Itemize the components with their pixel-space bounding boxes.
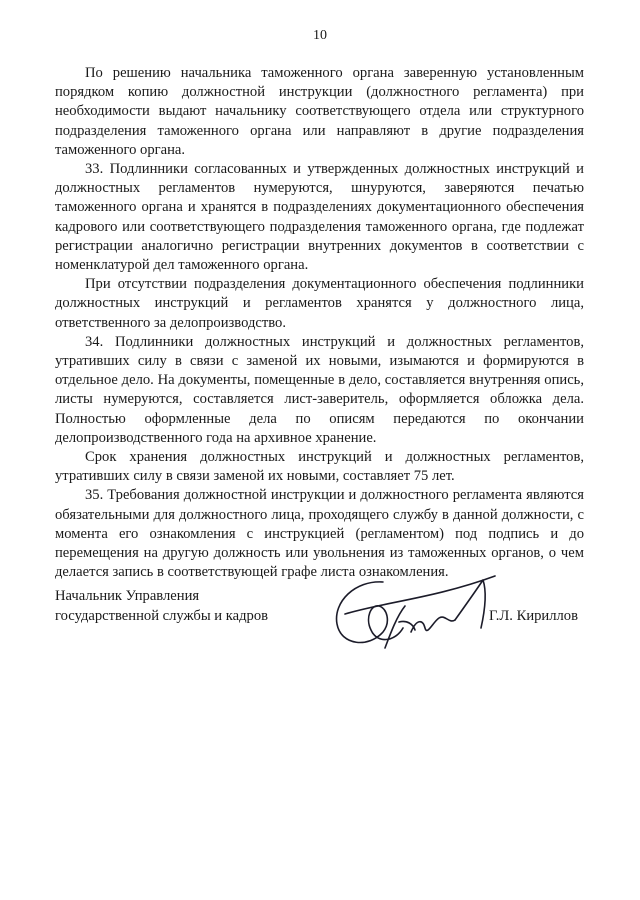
handwritten-signature-image [325, 562, 515, 662]
page-number: 10 [313, 28, 327, 43]
signature-loop-stroke [337, 582, 403, 643]
paragraph-35-requirements: 35. Требования должностной инструкции и должностного регламента являются обязательными для должностного лица, проходящего службу в данной должности, с момента его ознакомления с инструкцией (регламентом) под подпись и до перемещения на другую должность или увольнения из таможенных органов, о чем делается запись в соответствующей графе листа ознакомления. [55, 487, 584, 581]
paragraph-34-expired-originals: 34. Подлинники должностных инструкций и должностных регламентов, утративших силу в связи с заменой их новыми, изымаются и формируются в отдельное дело. На документы, помещенные в дело, составляется внутренняя опись, листы нумеруются, составляется лист-заверитель, оформляется обложка дела. Полностью оформленные дела по описям передаются по окончании делопроизводственного года на архивное хранение. [55, 333, 584, 446]
signer-title-line1: Начальник Управления [55, 588, 200, 604]
signature-initial-stroke [385, 606, 415, 648]
paragraph-absence-of-division: При отсутствии подразделения документационного обеспечения подлинники должностных инструкций и регламентов хранятся у должностного лица, ответственного за делопроизводство. [55, 276, 584, 331]
signature-name-stroke [411, 617, 455, 632]
signer-title-line2: государственной службы и кадров [55, 608, 269, 624]
paragraph-retention-period: Срок хранения должностных инструкций и должностных регламентов, утративших силу в связи заменой их новыми, составляет 75 лет. [55, 449, 584, 485]
paragraph-copy-issuance: По решению начальника таможенного органа заверенную установленным порядком копию должностной инструкции (должностного регламента) при необходимости выдают начальнику соответствующего отдела или структурного подразделения таможенного органа или направляют в другие подразделения таможенного органа. [55, 65, 584, 158]
signer-name: Г.Л. Кириллов [488, 608, 578, 624]
document-body [55, 64, 584, 582]
paragraph-33-originals-storage: 33. Подлинники согласованных и утвержденных должностных инструкций и должностных регламентов нумеруются, шнуруются, заверяются печатью таможенного органа и хранятся в подразделениях документационного обеспечения кадрового или соответствующего подразделения таможенного органа, где подлежат регистрации аналогично регистрации внутренних документов в соответствии с номенклатурой дел таможенного органа. [55, 161, 584, 274]
signer-title [55, 586, 268, 626]
signature-block [55, 586, 584, 666]
